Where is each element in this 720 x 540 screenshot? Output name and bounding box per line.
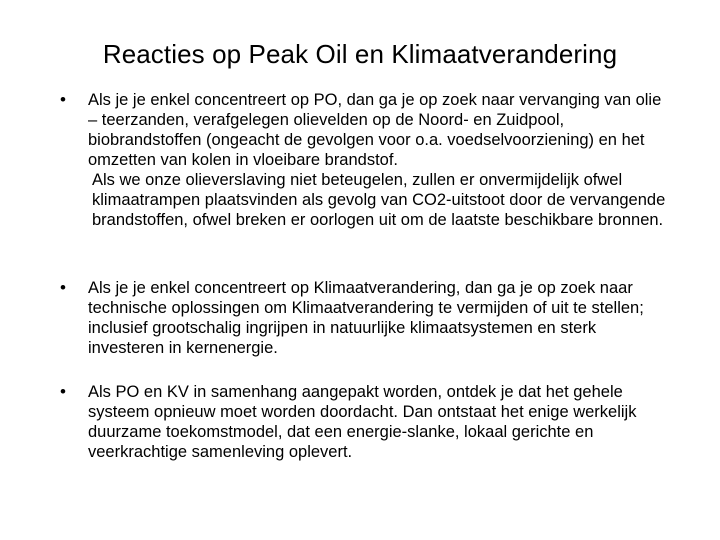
bullet-paragraph: Als je je enkel concentreert op PO, dan ga je op zoek naar vervanging van olie – teerzanden, verafgelegen olievelden op de Noord- en Zuidpool, biobrandstoffen (ongeacht de gevolgen voor o.a. voedselvoorziening) en het omzetten van kolen in vloeibare brandstof. <box>88 91 662 169</box>
bullet-text <box>88 382 673 462</box>
bullet-paragraph: Als PO en KV in samenhang aangepakt worden, ontdek je dat het gehele systeem opnieuw moet worden doordacht. Dan ontstaat het enige werkelijk duurzame toekomstmodel, dat een energie-slanke, lokaal gerichte en veerkrachtige samenleving oplevert. <box>88 383 637 461</box>
bullet-icon: • <box>60 90 66 109</box>
bullet-text <box>88 278 673 358</box>
bullet-icon: • <box>60 278 66 297</box>
slide-title: Reacties op Peak Oil en Klimaatverandering <box>102 39 618 69</box>
bullet-paragraph: Als we onze olieverslaving niet beteugelen, zullen er onvermijdelijk ofwel klimaatrampen plaatsvinden als gevolg van CO2-uitstoot door de vervangende brandstoffen, ofwel breken er oorlogen uit om de laatste beschikbare bronnen. <box>92 171 666 229</box>
bullet-icon: • <box>60 382 66 401</box>
bullet-text <box>88 90 673 230</box>
bullet-paragraph: Als je je enkel concentreert op Klimaatverandering, dan ga je op zoek naar technische oplossingen om Klimaatverandering te vermijden of uit te stellen; inclusief grootschalig ingrijpen in natuurlijke klimaatsystemen en sterk investeren in kernenergie. <box>88 279 644 357</box>
